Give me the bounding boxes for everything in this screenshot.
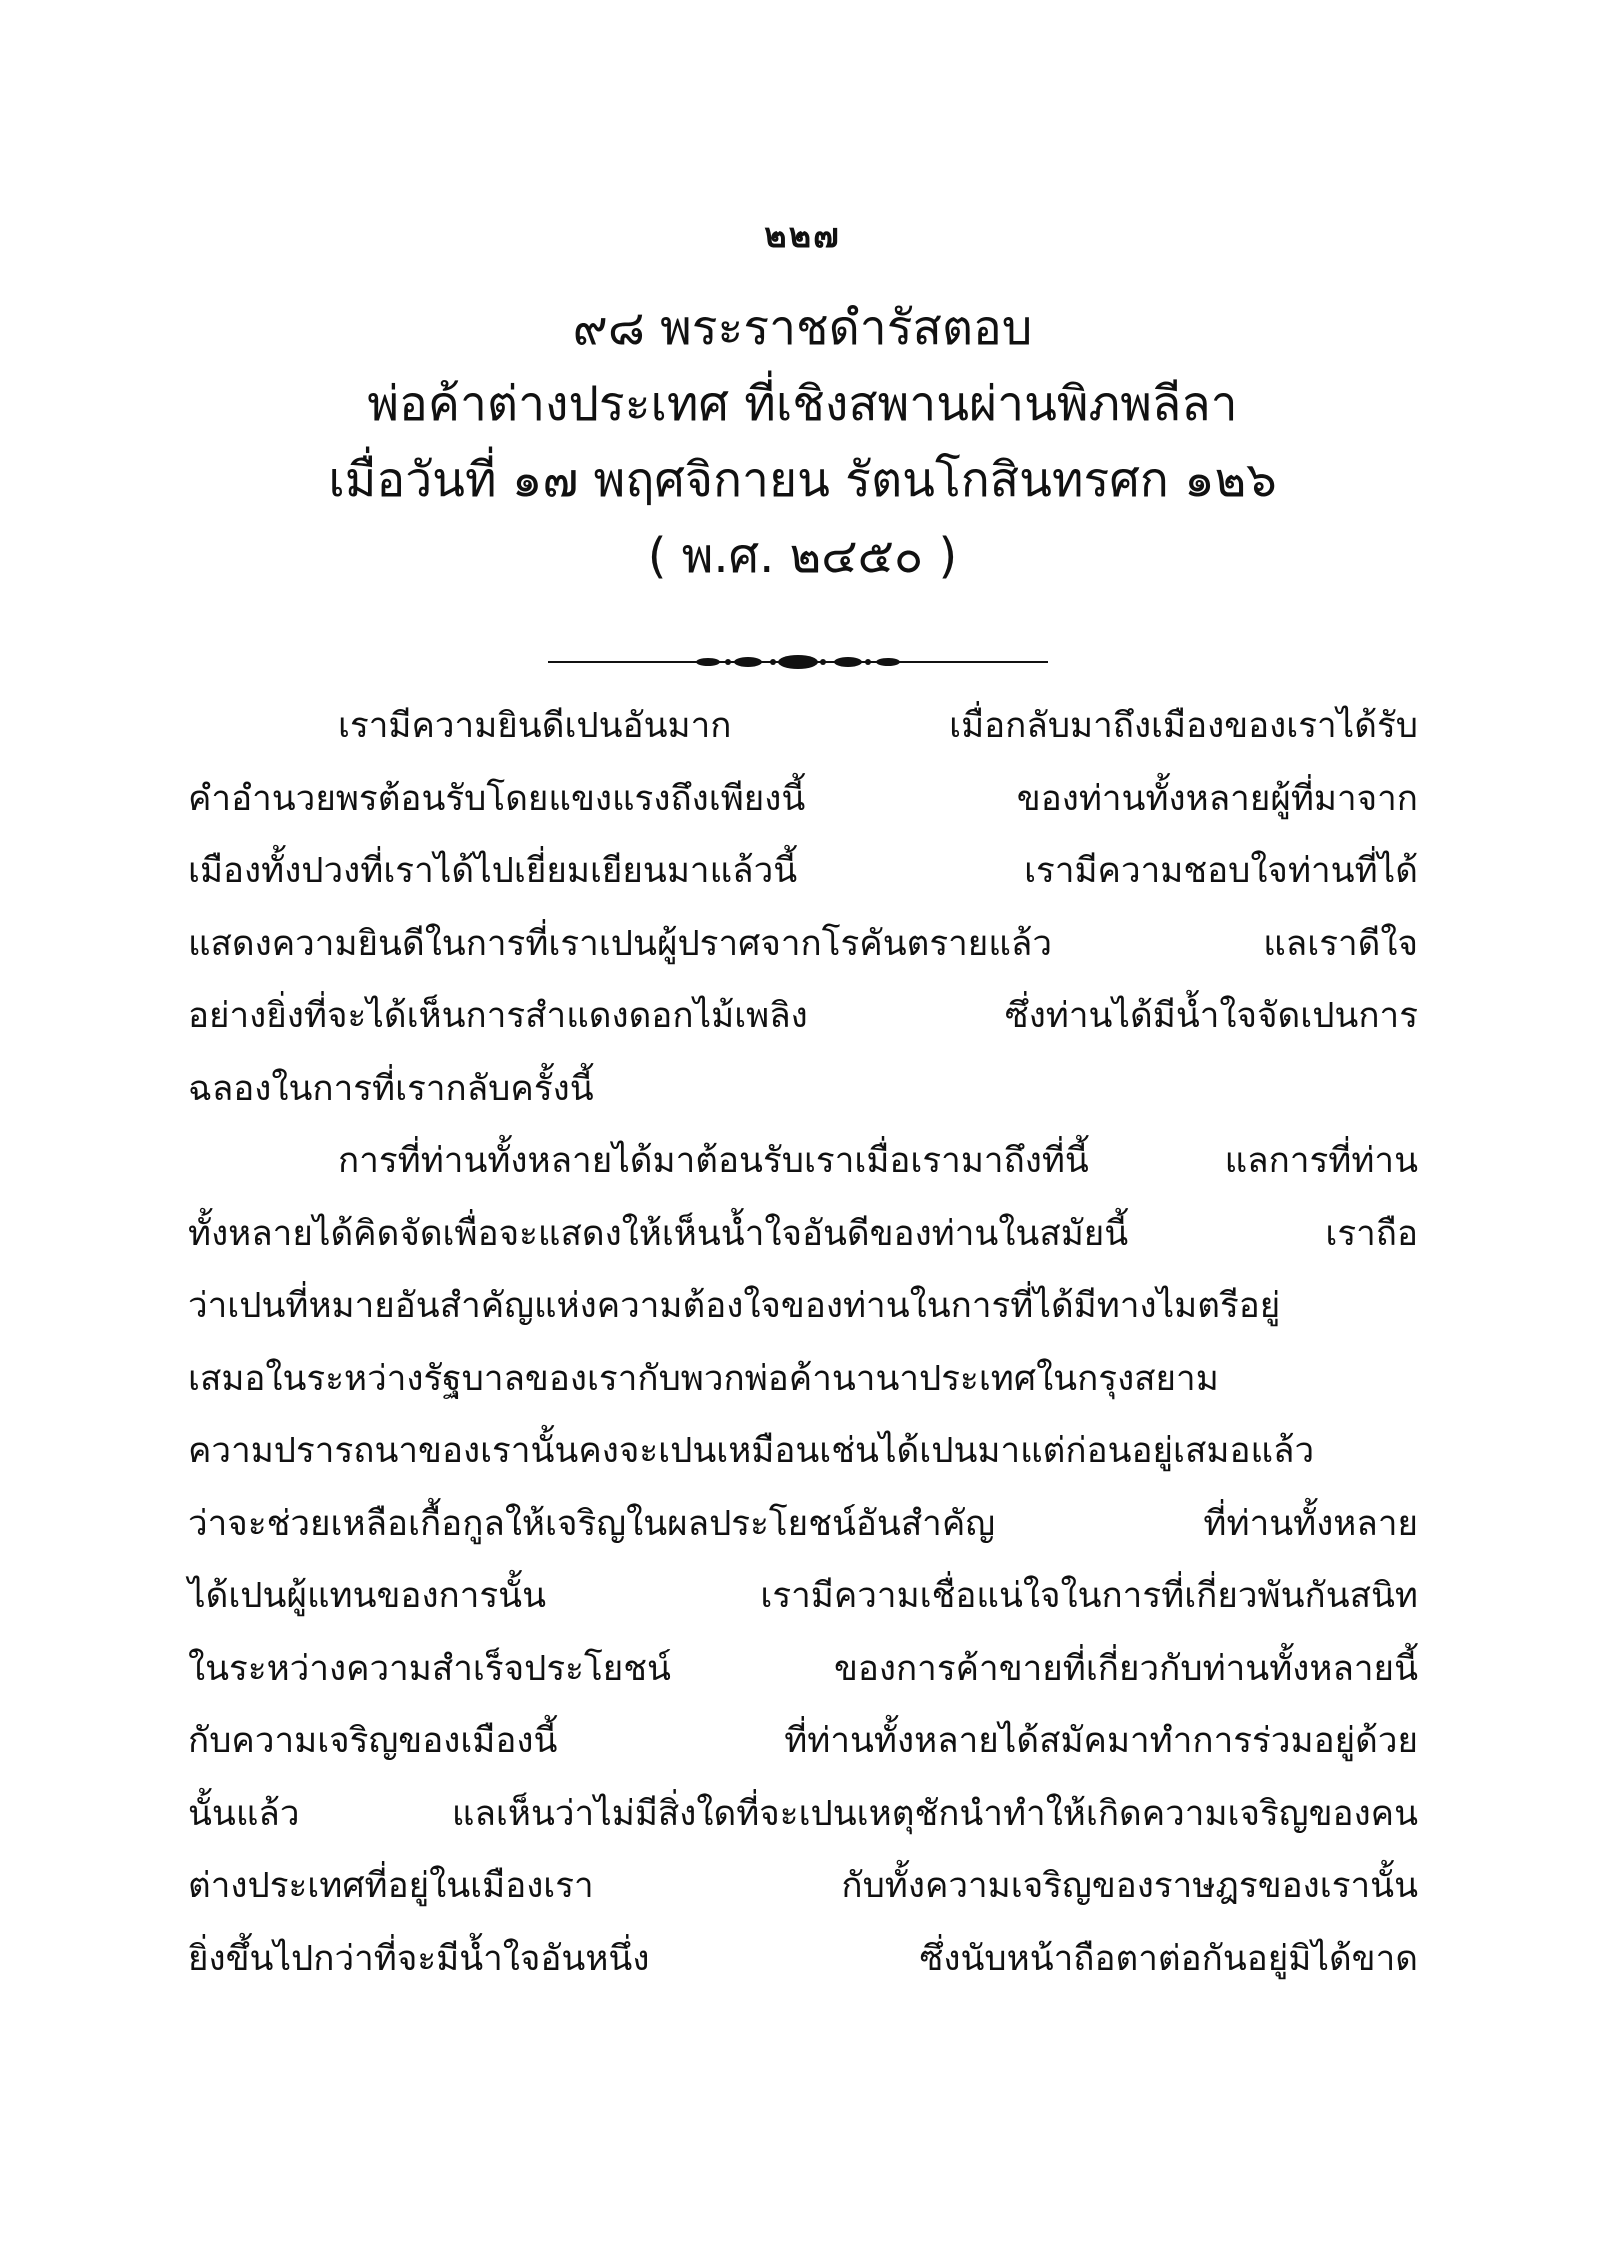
body-text	[188, 690, 1418, 1995]
paragraph-line: คำอำนวยพรต้อนรับโดยแขงแรงถึงเพียงนี้ ของท่านทั้งหลายผู้ที่มาจาก	[188, 778, 1418, 819]
title-line: ( พ.ศ. ๒๔๕๐ )	[647, 528, 958, 584]
paragraph-line: ฉลองในการที่เรากลับครั้งนี้	[188, 1068, 594, 1109]
paragraph-line: ว่าเปนที่หมายอันสำคัญแห่งความต้องใจของท่านในการที่ได้มีทางไมตรีอยู่	[188, 1286, 1281, 1326]
paragraph-line: เมืองทั้งปวงที่เราได้ไปเยี่ยมเยียนมาแล้วนี้ เรามีความชอบใจท่านที่ได้	[188, 851, 1418, 891]
paragraph-line: ยิ่งขึ้นไปกว่าที่จะมีน้ำใจอันหนึ่ง ซึ่งนับหน้าถือตาต่อกันอยู่มิได้ขาด	[188, 1938, 1418, 1979]
paragraph-line: ได้เปนผู้แทนของการนั้น เรามีความเชื่อแน่ใจในการที่เกี่ยวพันกันสนิท	[188, 1576, 1418, 1616]
paragraph-line: นั้นแล้ว แลเห็นว่าไม่มีสิ่งใดที่จะเปนเหตุชักนำทำให้เกิดความเจริญของคน	[188, 1793, 1418, 1834]
paragraph-line: ทั้งหลายได้คิดจัดเพื่อจะแสดงให้เห็นน้ำใจอันดีของท่านในสมัยนี้ เราถือ	[188, 1213, 1418, 1254]
page-number: ๒๒๗	[764, 216, 841, 256]
paragraph-line: การที่ท่านทั้งหลายได้มาต้อนรับเราเมื่อเรามาถึงที่นี้ แลการที่ท่าน	[338, 1141, 1418, 1181]
paragraph-line: กับความเจริญของเมืองนี้ ที่ท่านทั้งหลายได้สมัคมาทำการร่วมอยู่ด้วย	[188, 1721, 1418, 1761]
ornamental-divider	[548, 652, 1048, 672]
paragraph-line: ว่าจะช่วยเหลือเกื้อกูลให้เจริญในผลประโยชน์อันสำคัญ ที่ท่านทั้งหลาย	[188, 1503, 1418, 1544]
paragraph-line: เสมอในระหว่างรัฐบาลของเรากับพวกพ่อค้านานาประเทศในกรุงสยาม	[188, 1358, 1219, 1399]
title-line: ๙๘ พระราชดำรัสตอบ	[572, 300, 1033, 356]
paragraph-line: อย่างยิ่งที่จะได้เห็นการสำแดงดอกไม้เพลิง ซึ่งท่านได้มีน้ำใจจัดเปนการ	[188, 996, 1418, 1036]
title-line: พ่อค้าต่างประเทศ ที่เชิงสพานผ่านพิภพลีลา	[367, 376, 1238, 432]
paragraph-line: ความปรารถนาของเรานั้นคงจะเปนเหมือนเช่นได้เปนมาแต่ก่อนอยู่เสมอแล้ว	[188, 1431, 1315, 1471]
paragraph-line: แสดงความยินดีในการที่เราเปนผู้ปราศจากโรคันตรายแล้ว แลเราดีใจ	[188, 923, 1418, 964]
title-block	[0, 290, 1605, 594]
paragraph-line: เรามีความยินดีเปนอันมาก เมื่อกลับมาถึงเมืองของเราได้รับ	[338, 706, 1418, 746]
paragraph-line: ในระหว่างความสำเร็จประโยชน์ ของการค้าขายที่เกี่ยวกับท่านทั้งหลายนี้	[188, 1648, 1418, 1689]
paragraph-line: ต่างประเทศที่อยู่ในเมืองเรา กับทั้งความเจริญของราษฎรของเรานั้น	[188, 1866, 1418, 1906]
title-line: เมื่อวันที่ ๑๗ พฤศจิกายน รัตนโกสินทรศก ๑๒๖	[328, 452, 1277, 508]
